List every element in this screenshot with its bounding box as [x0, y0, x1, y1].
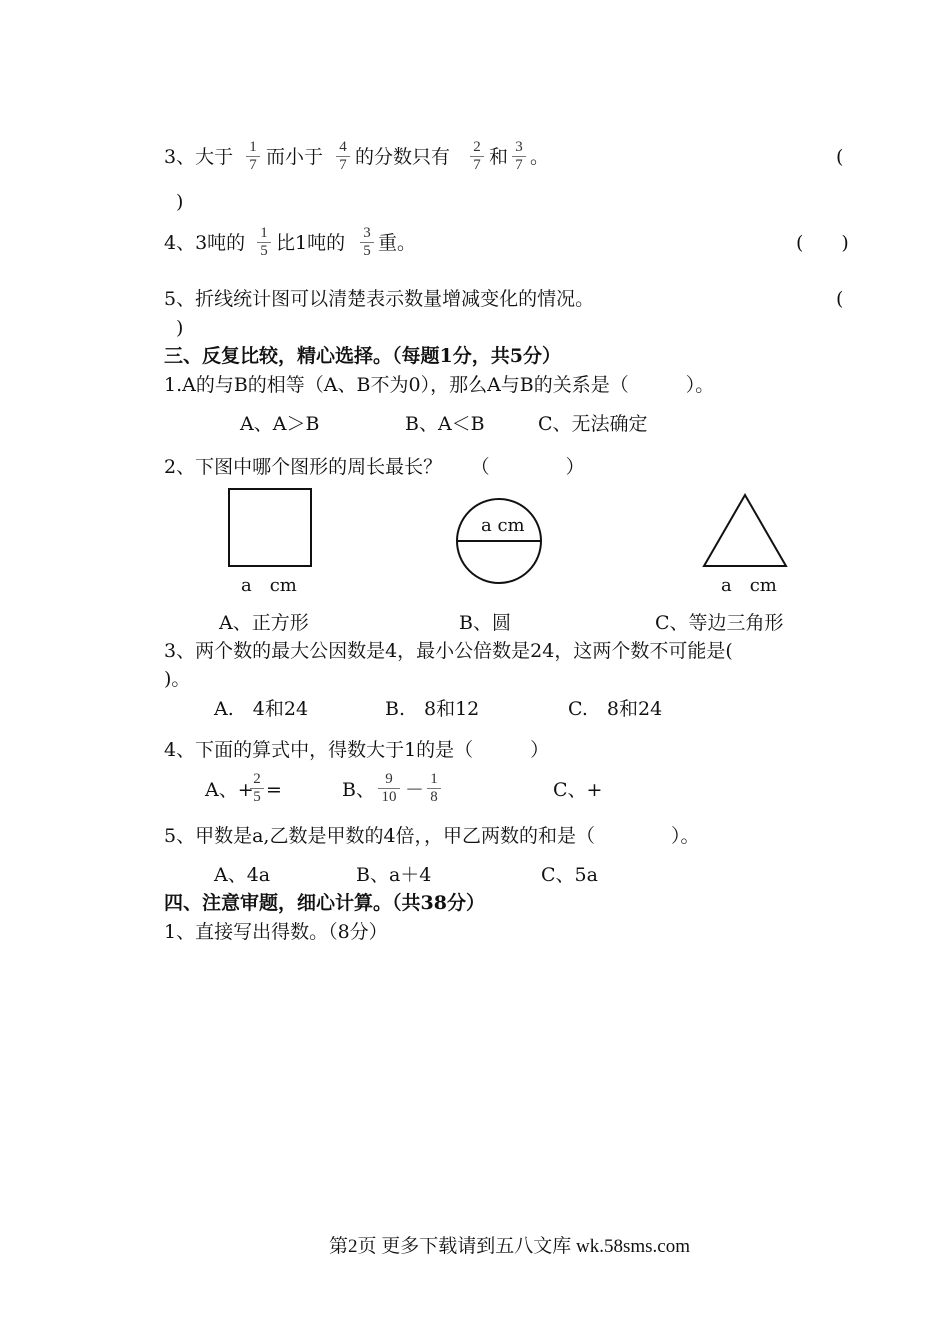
- s3-q4-text: 4、下面的算式中，得数大于1的是（ ）: [164, 739, 550, 761]
- fraction: $\frac{1}{8}$: [427, 771, 441, 806]
- section4-heading: 四、注意审题，细心计算。（共38分）: [164, 892, 485, 914]
- judge-q3-text-a: 3、大于: [164, 146, 234, 168]
- s3-q4-option-c: C、+: [553, 779, 603, 801]
- s3-q1-option-c: C、无法确定: [538, 413, 648, 435]
- page-footer: 第2页 更多下载请到五八文库 wk.58sms.com: [329, 1236, 691, 1257]
- s3-q5-option-b: B、a＋4: [356, 864, 432, 886]
- answer-paren: ( ): [796, 232, 849, 254]
- circle-label: a cm: [481, 515, 525, 536]
- fraction: $\frac{4}{7}$: [336, 139, 350, 174]
- s3-q1-option-a: A、A＞B: [240, 413, 320, 435]
- s3-q3-option-c: C. 8和24: [568, 698, 663, 720]
- judge-q4-text-a: 4、3吨的: [164, 232, 246, 254]
- s3-q2-option-b: B、圆: [459, 612, 511, 634]
- s3-q5-option-a: A、4a: [214, 864, 271, 886]
- s3-q3-text-cont: )。: [164, 668, 191, 690]
- s3-q5-option-c: C、5a: [541, 864, 598, 886]
- section3-heading: 三、反复比较，精心选择。（每题1分，共5分）: [164, 345, 561, 367]
- figures: [0, 0, 950, 640]
- fraction: $\frac{1}{7}$: [246, 139, 260, 174]
- fraction: $\frac{2}{5}$: [250, 771, 264, 806]
- judge-q4-text-b: 比1吨的: [276, 232, 346, 254]
- answer-paren-close: ): [176, 191, 184, 213]
- s4-q1-text: 1、直接写出得数。（8分）: [164, 921, 388, 943]
- judge-q3-text-c: 的分数只有: [355, 146, 451, 168]
- triangle-label: a cm: [721, 575, 777, 596]
- judge-q3-text-d: 和: [489, 146, 509, 168]
- fraction: $\frac{1}{5}$: [257, 225, 271, 260]
- answer-paren-open: (: [836, 288, 844, 310]
- s3-q1-option-b: B、A＜B: [405, 413, 485, 435]
- s3-q3-option-a: A. 4和24: [214, 698, 309, 720]
- s3-q4-option-a-pre: A、+: [205, 779, 254, 801]
- answer-paren-open: (: [836, 146, 844, 168]
- s3-q4-option-b-mid: －: [405, 779, 425, 801]
- s3-q3-option-b: B. 8和12: [385, 698, 480, 720]
- answer-paren-close: ): [176, 317, 184, 339]
- s3-q1-text: 1.A的与B的相等（A、B不为0），那么A与B的关系是（ ）。: [164, 374, 715, 396]
- square-shape: [229, 489, 311, 566]
- judge-q4-text-c: 重。: [378, 232, 417, 254]
- fraction: $\frac{3}{5}$: [360, 225, 374, 260]
- judge-q5-text: 5、折线统计图可以清楚表示数量增减变化的情况。: [164, 288, 595, 310]
- s3-q4-option-b-pre: B、: [342, 779, 375, 801]
- s3-q3-text: 3、两个数的最大公因数是4，最小公倍数是24，这两个数不可能是(: [164, 640, 733, 662]
- fraction: $\frac{3}{7}$: [512, 139, 526, 174]
- fraction: $\frac{9}{10}$: [378, 771, 400, 806]
- fraction: $\frac{2}{7}$: [470, 139, 484, 174]
- triangle-shape: [704, 495, 786, 566]
- square-label: a cm: [241, 575, 297, 596]
- s3-q4-option-a-post: =: [266, 779, 282, 801]
- s3-q2-option-c: C、等边三角形: [655, 612, 784, 634]
- s3-q2-option-a: A、正方形: [219, 612, 309, 634]
- judge-q3-text-b: 而小于: [266, 146, 324, 168]
- s3-q5-text: 5、甲数是a,乙数是甲数的4倍，，甲乙两数的和是（ ）。: [164, 825, 700, 847]
- judge-q3-text-e: 。: [530, 146, 550, 168]
- s3-q2-text: 2、下图中哪个图形的周长最长？ （ ）: [164, 456, 585, 478]
